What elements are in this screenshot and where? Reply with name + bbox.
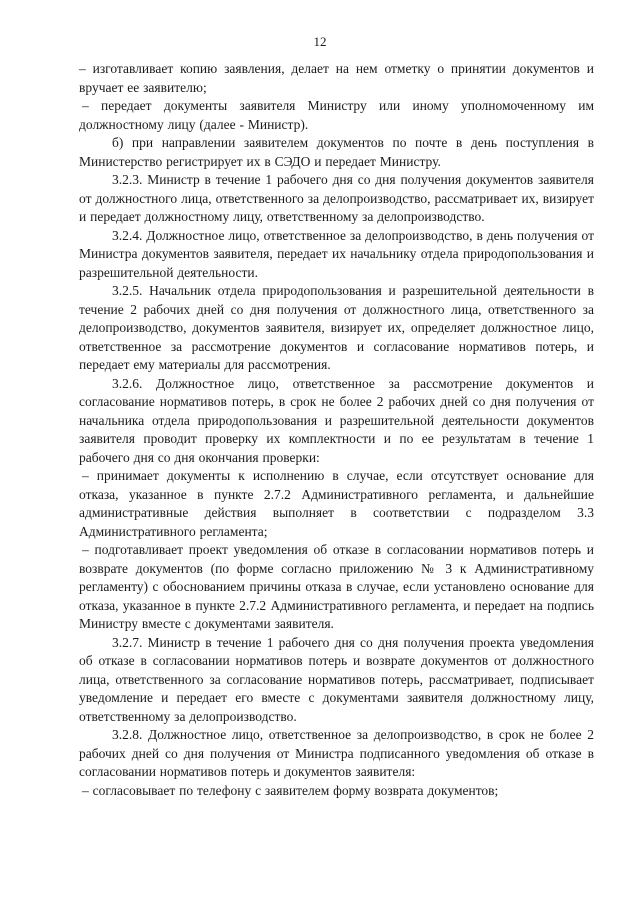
list-item-agree-return-form: – согласовывает по телефону с заявителем форму возврата документов; bbox=[82, 782, 499, 798]
paragraph-3-2-3: 3.2.3. Министр в течение 1 рабочего дня со дня получения документов заявителя от должностного лица, ответственного за делопроизводство, рассматривает их, визирует и передает должностному лицу, ответственному за делопроизводство. bbox=[79, 172, 594, 224]
list-item-transfer-to-minister: – передает документы заявителя Министру или иному уполномоченному им должностному лицу (далее - Министр). bbox=[79, 98, 594, 132]
list-item-prepare-refusal: – подготавливает проект уведомления об отказе в согласовании нормативов потерь и возврате документов (по форме согласно приложению № 3 к Административному регламенту) с обоснованием причины отказа в случае, если установлено основание для отказа, указанное в пункте 2.7.2 Административного регламента, и передает на подпись Министру вместе с документами заявителя. bbox=[79, 542, 594, 631]
paragraph-mail-submission: б) при направлении заявителем документов по почте в день поступления в Министерство регистрирует их в СЭДО и передает Министру. bbox=[79, 135, 594, 169]
paragraph-3-2-5: 3.2.5. Начальник отдела природопользования и разрешительной деятельности в течение 2 рабочих дней со дня получения от должностного лица, ответственного за делопроизводство, документов заявителя, визирует их, определяет должностное лицо, ответственное за рассмотрение документов и согласование нормативов потерь, и передает ему материалы для рассмотрения. bbox=[79, 283, 594, 372]
paragraph-3-2-7: 3.2.7. Министр в течение 1 рабочего дня со дня получения проекта уведомления об отказе в согласовании нормативов потерь и возврате документов от должностного лица, ответственного за согласование нормативов потерь, рассматривает, подписывает уведомление и передает его вместе с документами заявителя должностному лицу, ответственному за делопроизводство. bbox=[79, 634, 594, 724]
page-number: 12 bbox=[313, 34, 327, 49]
paragraph-3-2-6: 3.2.6. Должностное лицо, ответственное за рассмотрение документов и согласование нормативов потерь, в срок не более 2 рабочих дней со дня получения от начальника отдела природопользования и разрешительной деятельности документов заявителя проводит проверку их комплектности и по ее результатам в течение 1 рабочего дня со дня окончания проверки: bbox=[79, 375, 594, 465]
paragraph-3-2-4: 3.2.4. Должностное лицо, ответственное за делопроизводство, в день получения от Министра документов заявителя, передает их начальнику отдела природопользования и разрешительной деятельности. bbox=[79, 227, 594, 280]
paragraph-3-2-8: 3.2.8. Должностное лицо, ответственное за делопроизводство, в срок не более 2 рабочих дней со дня получения от Министра подписанного уведомления об отказе в согласовании нормативов потерь и документов заявителя: bbox=[79, 727, 594, 779]
list-item-make-copy: – изготавливает копию заявления, делает на нем отметку о принятии документов и вручает ее заявителю; bbox=[79, 61, 594, 95]
list-item-accept-documents: – принимает документы к исполнению в случае, если отсутствует основание для отказа, указанное в пункте 2.7.2 Административного регламента, и дальнейшие административные действия выполняет в соответствии с подразделом 3.3 Административного регламента; bbox=[79, 468, 594, 539]
document-body bbox=[79, 60, 594, 800]
